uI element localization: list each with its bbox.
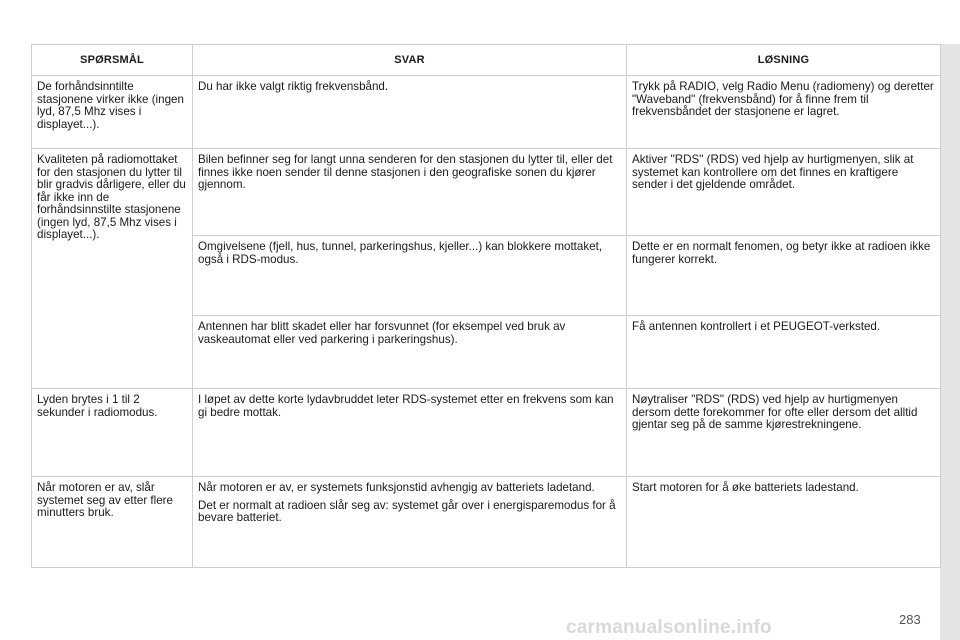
answer-cell <box>193 477 627 568</box>
question-cell: Kvaliteten på radiomottaket for den stasjonen du lytter til blir gradvis dårligere, eller du får ikke inn de forhåndsinnstilte stasjonene (ingen lyd, 87,5 Mhz vises i displayet...). <box>32 149 193 389</box>
answer-cell <box>193 389 627 477</box>
header-answer: SVAR <box>193 45 627 76</box>
solution-cell: Trykk på RADIO, velg Radio Menu (radiomeny) og deretter "Waveband" (frekvensbånd) for å finne frem til frekvensbåndet der stasjonene er lagret. <box>627 76 941 149</box>
header-question: SPØRSMÅL <box>32 45 193 76</box>
header-solution: LØSNING <box>627 45 941 76</box>
answer-cell <box>193 149 627 236</box>
question-cell: De forhåndsinntilte stasjonene virker ikke (ingen lyd, 87,5 Mhz vises i displayet...). <box>32 76 193 149</box>
answer-text: Bilen befinner seg for langt unna senderen for den stasjonen du lytter til, eller det finnes ikke noen sender til denne stasjonen i den geografiske sonen du kjører gjennom. <box>198 153 613 191</box>
answer-cell <box>193 316 627 389</box>
question-cell: Når motoren er av, slår systemet seg av etter flere minutters bruk. <box>32 477 193 568</box>
solution-cell: Nøytraliser "RDS" (RDS) ved hjelp av hurtigmenyen dersom dette forekommer for ofte eller dersom det alltid gjentar seg på de samme kjørestrekningene. <box>627 389 941 477</box>
table-row <box>32 389 941 477</box>
troubleshooting-table <box>31 44 941 568</box>
answer-text: Antennen har blitt skadet eller har forsvunnet (for eksempel ved bruk av vaskeautomat eller ved parkering i parkeringshus). <box>198 320 566 346</box>
solution-cell: Dette er en normalt fenomen, og betyr ikke at radioen ikke fungerer korrekt. <box>627 236 941 316</box>
solution-cell: Start motoren for å øke batteriets ladestand. <box>627 477 941 568</box>
answer-cell <box>193 236 627 316</box>
answer-text: Du har ikke valgt riktig frekvensbånd. <box>198 80 389 93</box>
table-row <box>32 477 941 568</box>
table-row <box>32 76 941 149</box>
answer-text: I løpet av dette korte lydavbruddet leter RDS-systemet etter en frekvens som kan gi bedre mottak. <box>198 393 614 419</box>
page-number: 283 <box>899 612 921 627</box>
question-cell: Lyden brytes i 1 til 2 sekunder i radiomodus. <box>32 389 193 477</box>
answer-cell <box>193 76 627 149</box>
answer-text: Det er normalt at radioen slår seg av: systemet går over i energisparemodus for å bevare batteriet. <box>198 498 616 524</box>
solution-cell: Aktiver "RDS" (RDS) ved hjelp av hurtigmenyen, slik at systemet kan kontrollere om det finnes en kraftigere sender i det gjeldende området. <box>627 149 941 236</box>
solution-cell: Få antennen kontrollert i et PEUGEOT-verksted. <box>627 316 941 389</box>
side-strip <box>940 44 960 640</box>
answer-text: Omgivelsene (fjell, hus, tunnel, parkeringshus, kjeller...) kan blokkere mottaket, også i RDS-modus. <box>198 240 603 266</box>
header-row <box>32 45 941 76</box>
answer-text: Når motoren er av, er systemets funksjonstid avhengig av batteriets ladetand. <box>198 481 595 494</box>
watermark: carmanualsonline.info <box>566 617 772 638</box>
table-row <box>32 149 941 236</box>
